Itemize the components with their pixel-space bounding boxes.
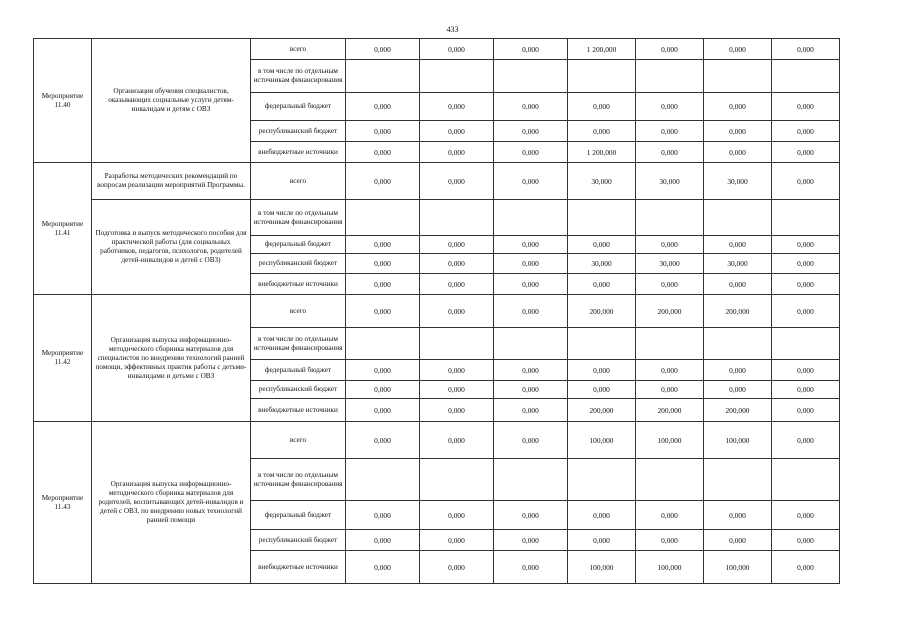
funding-source: в том числе по отдельным источникам финансирования: [251, 328, 346, 360]
amount-cell: [346, 328, 420, 360]
amount-cell: 200,000: [636, 399, 704, 422]
amount-cell: 0,000: [494, 142, 568, 163]
amount-cell: 30,000: [636, 163, 704, 200]
table-row: [34, 295, 840, 328]
amount-cell: [420, 459, 494, 501]
amount-cell: 0,000: [636, 93, 704, 121]
amount-cell: 0,000: [420, 501, 494, 530]
amount-cell: 0,000: [772, 501, 840, 530]
amount-cell: [494, 200, 568, 236]
amount-cell: 0,000: [704, 142, 772, 163]
funding-source: внебюджетные источники: [251, 142, 346, 163]
amount-cell: [772, 328, 840, 360]
amount-cell: 0,000: [772, 142, 840, 163]
amount-cell: 0,000: [420, 360, 494, 381]
amount-cell: [636, 328, 704, 360]
amount-cell: 30,000: [636, 254, 704, 274]
amount-cell: 30,000: [704, 163, 772, 200]
amount-cell: 30,000: [568, 254, 636, 274]
amount-cell: 0,000: [420, 121, 494, 142]
amount-cell: [704, 200, 772, 236]
amount-cell: [494, 459, 568, 501]
amount-cell: 200,000: [636, 295, 704, 328]
amount-cell: 0,000: [420, 381, 494, 399]
amount-cell: [568, 60, 636, 93]
amount-cell: 0,000: [704, 121, 772, 142]
amount-cell: [772, 459, 840, 501]
funding-source: всего: [251, 39, 346, 60]
amount-cell: 0,000: [636, 274, 704, 295]
event-code: Мероприятие 11.43: [34, 422, 92, 584]
amount-cell: 0,000: [420, 399, 494, 422]
amount-cell: 0,000: [772, 295, 840, 328]
amount-cell: 0,000: [704, 530, 772, 551]
page-number: 433: [446, 25, 459, 34]
event-code: Мероприятие 11.40: [34, 39, 92, 163]
amount-cell: 0,000: [568, 236, 636, 254]
amount-cell: 0,000: [636, 236, 704, 254]
amount-cell: 0,000: [420, 551, 494, 584]
amount-cell: 0,000: [636, 39, 704, 60]
amount-cell: 100,000: [568, 422, 636, 459]
amount-cell: [772, 60, 840, 93]
funding-source: федеральный бюджет: [251, 236, 346, 254]
amount-cell: [704, 60, 772, 93]
amount-cell: 0,000: [420, 236, 494, 254]
amount-cell: 0,000: [568, 360, 636, 381]
event-description: Организация выпуска информационно-методического сборника материалов для родителей, воспитывающих детей-инвалидов и детей с ОВЗ, по внедрению новых технологий ранней помощи: [92, 422, 251, 584]
amount-cell: 100,000: [704, 551, 772, 584]
amount-cell: 1 200,000: [568, 39, 636, 60]
amount-cell: 0,000: [494, 399, 568, 422]
amount-cell: 0,000: [494, 295, 568, 328]
amount-cell: 0,000: [494, 274, 568, 295]
funding-source: федеральный бюджет: [251, 360, 346, 381]
amount-cell: [346, 459, 420, 501]
amount-cell: 0,000: [346, 236, 420, 254]
amount-cell: 0,000: [346, 254, 420, 274]
amount-cell: 0,000: [420, 422, 494, 459]
event-description: Разработка методических рекомендаций по вопросам реализации мероприятий Программы.: [92, 163, 251, 200]
amount-cell: [420, 200, 494, 236]
amount-cell: 0,000: [636, 121, 704, 142]
funding-source: всего: [251, 295, 346, 328]
amount-cell: 0,000: [420, 142, 494, 163]
event-description: Организация обучения специалистов, оказывающих социальные услуги детям-инвалидам и детям с ОВЗ: [92, 39, 251, 163]
amount-cell: 0,000: [346, 399, 420, 422]
amount-cell: 0,000: [494, 422, 568, 459]
table-row: [34, 422, 840, 459]
amount-cell: 0,000: [494, 93, 568, 121]
amount-cell: 1 200,000: [568, 142, 636, 163]
amount-cell: [494, 60, 568, 93]
amount-cell: 0,000: [494, 501, 568, 530]
amount-cell: 0,000: [772, 163, 840, 200]
table-row: [34, 200, 840, 236]
funding-source: республиканский бюджет: [251, 254, 346, 274]
event-description: Организация выпуска информационно-методического сборника материалов для специалистов по внедрению технологий ранней помощи, эффективных практик работы с детьми-инвалидами и детьми с ОВЗ: [92, 295, 251, 422]
amount-cell: 0,000: [346, 295, 420, 328]
amount-cell: 0,000: [636, 381, 704, 399]
amount-cell: [636, 459, 704, 501]
amount-cell: 100,000: [704, 422, 772, 459]
amount-cell: [772, 200, 840, 236]
funding-source: в том числе по отдельным источникам финансирования: [251, 459, 346, 501]
amount-cell: 30,000: [568, 163, 636, 200]
amount-cell: 0,000: [346, 530, 420, 551]
amount-cell: 0,000: [772, 551, 840, 584]
amount-cell: 0,000: [346, 501, 420, 530]
amount-cell: [568, 200, 636, 236]
event-code: Мероприятие 11.41: [34, 163, 92, 295]
funding-source: республиканский бюджет: [251, 530, 346, 551]
amount-cell: 0,000: [636, 142, 704, 163]
amount-cell: 30,000: [704, 254, 772, 274]
amount-cell: 0,000: [494, 163, 568, 200]
amount-cell: 0,000: [420, 274, 494, 295]
funding-source: республиканский бюджет: [251, 381, 346, 399]
amount-cell: [636, 200, 704, 236]
amount-cell: 0,000: [772, 381, 840, 399]
amount-cell: 0,000: [568, 274, 636, 295]
amount-cell: [346, 60, 420, 93]
funding-table: [33, 38, 840, 584]
amount-cell: 0,000: [420, 93, 494, 121]
funding-source: внебюджетные источники: [251, 551, 346, 584]
table-row: [34, 163, 840, 200]
amount-cell: 0,000: [704, 93, 772, 121]
amount-cell: 0,000: [704, 236, 772, 254]
amount-cell: 0,000: [346, 163, 420, 200]
event-description: Подготовка и выпуск методического пособия для практической работы (для социальных работников, педагогов, психологов, родителей детей-инвалидов и детей с ОВЗ): [92, 200, 251, 295]
amount-cell: 0,000: [420, 254, 494, 274]
amount-cell: 0,000: [568, 121, 636, 142]
funding-source: федеральный бюджет: [251, 93, 346, 121]
amount-cell: 0,000: [346, 142, 420, 163]
amount-cell: 0,000: [494, 360, 568, 381]
amount-cell: [346, 200, 420, 236]
amount-cell: 200,000: [704, 295, 772, 328]
amount-cell: 0,000: [346, 93, 420, 121]
amount-cell: [568, 459, 636, 501]
amount-cell: 0,000: [494, 381, 568, 399]
amount-cell: 200,000: [704, 399, 772, 422]
amount-cell: 0,000: [772, 93, 840, 121]
amount-cell: 0,000: [420, 530, 494, 551]
amount-cell: 0,000: [346, 39, 420, 60]
amount-cell: 0,000: [704, 274, 772, 295]
amount-cell: 200,000: [568, 295, 636, 328]
amount-cell: [494, 328, 568, 360]
amount-cell: 0,000: [704, 360, 772, 381]
amount-cell: 0,000: [494, 254, 568, 274]
amount-cell: 0,000: [420, 39, 494, 60]
amount-cell: 0,000: [494, 236, 568, 254]
amount-cell: 0,000: [568, 530, 636, 551]
amount-cell: [704, 328, 772, 360]
amount-cell: 0,000: [568, 381, 636, 399]
amount-cell: [636, 60, 704, 93]
funding-source: федеральный бюджет: [251, 501, 346, 530]
amount-cell: 0,000: [420, 163, 494, 200]
table-row: [34, 39, 840, 60]
amount-cell: [420, 328, 494, 360]
amount-cell: 0,000: [494, 551, 568, 584]
amount-cell: 0,000: [568, 93, 636, 121]
funding-source: всего: [251, 163, 346, 200]
amount-cell: 0,000: [704, 381, 772, 399]
amount-cell: 0,000: [772, 399, 840, 422]
amount-cell: [420, 60, 494, 93]
amount-cell: 0,000: [568, 501, 636, 530]
amount-cell: 0,000: [636, 360, 704, 381]
event-code: Мероприятие 11.42: [34, 295, 92, 422]
funding-source: в том числе по отдельным источникам финансирования: [251, 60, 346, 93]
amount-cell: 0,000: [346, 360, 420, 381]
amount-cell: 0,000: [772, 236, 840, 254]
amount-cell: 0,000: [772, 274, 840, 295]
amount-cell: 100,000: [568, 551, 636, 584]
amount-cell: 0,000: [494, 530, 568, 551]
amount-cell: 100,000: [636, 551, 704, 584]
amount-cell: 0,000: [346, 422, 420, 459]
amount-cell: 0,000: [494, 39, 568, 60]
funding-source: внебюджетные источники: [251, 274, 346, 295]
amount-cell: [704, 459, 772, 501]
amount-cell: 100,000: [636, 422, 704, 459]
amount-cell: 0,000: [772, 39, 840, 60]
funding-source: республиканский бюджет: [251, 121, 346, 142]
amount-cell: 0,000: [494, 121, 568, 142]
amount-cell: 0,000: [704, 501, 772, 530]
amount-cell: 0,000: [772, 254, 840, 274]
amount-cell: 0,000: [772, 360, 840, 381]
amount-cell: 0,000: [772, 121, 840, 142]
funding-source: внебюджетные источники: [251, 399, 346, 422]
amount-cell: 0,000: [346, 274, 420, 295]
amount-cell: 0,000: [636, 501, 704, 530]
amount-cell: 0,000: [346, 381, 420, 399]
funding-source: всего: [251, 422, 346, 459]
amount-cell: [568, 328, 636, 360]
amount-cell: 0,000: [420, 295, 494, 328]
amount-cell: 0,000: [636, 530, 704, 551]
amount-cell: 0,000: [772, 422, 840, 459]
amount-cell: 200,000: [568, 399, 636, 422]
amount-cell: 0,000: [346, 121, 420, 142]
amount-cell: 0,000: [704, 39, 772, 60]
amount-cell: 0,000: [772, 530, 840, 551]
funding-source: в том числе по отдельным источникам финансирования: [251, 200, 346, 236]
amount-cell: 0,000: [346, 551, 420, 584]
